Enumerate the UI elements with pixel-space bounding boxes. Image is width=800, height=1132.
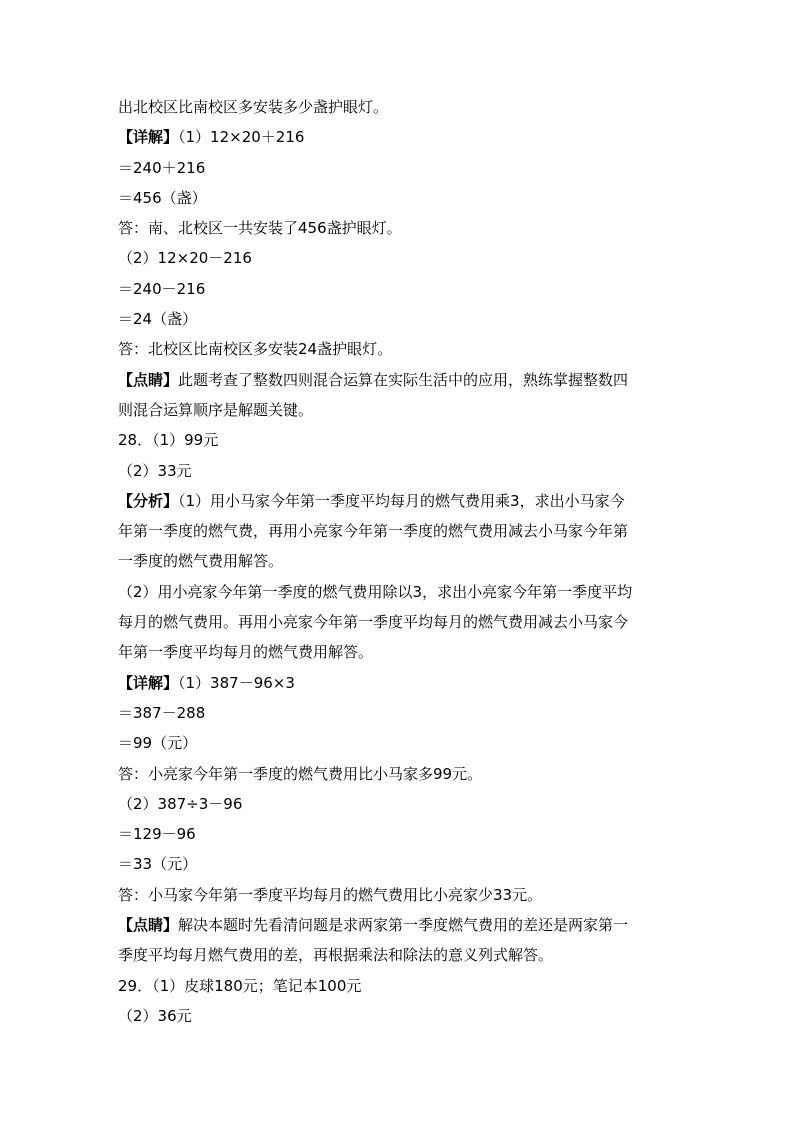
section-label: 【点睛】 bbox=[118, 916, 179, 935]
text-line bbox=[118, 819, 688, 849]
text-line bbox=[118, 334, 688, 364]
text-line bbox=[118, 516, 688, 546]
line-text: ＝456（盏） bbox=[118, 188, 207, 207]
text-line bbox=[118, 637, 688, 667]
line-text: （2）12×20－216 bbox=[118, 249, 252, 268]
line-text: ＝24（盏） bbox=[118, 310, 198, 329]
text-line bbox=[118, 849, 688, 879]
text-line bbox=[118, 456, 688, 486]
text-line bbox=[118, 698, 688, 728]
line-text: （1）387－96×3 bbox=[178, 673, 295, 692]
section-label: 【详解】 bbox=[118, 128, 179, 147]
line-text: ＝240＋216 bbox=[118, 158, 206, 177]
line-text: 年第一季度平均每月的燃气费用解答。 bbox=[118, 643, 374, 662]
line-text: 每月的燃气费用。再用小亮家今年第一季度平均每月的燃气费用减去小马家今 bbox=[118, 613, 629, 632]
line-text: ＝387－288 bbox=[118, 703, 206, 722]
line-text: 一季度的燃气费用解答。 bbox=[118, 552, 284, 571]
text-line bbox=[118, 486, 688, 516]
line-text: 29．（1）皮球180元；笔记本100元 bbox=[118, 976, 362, 995]
line-text: ＝240－216 bbox=[118, 279, 206, 298]
text-line bbox=[118, 910, 688, 940]
text-line bbox=[118, 425, 688, 455]
text-line bbox=[118, 153, 688, 183]
line-text: （2）36元 bbox=[118, 1006, 192, 1025]
line-text: 此题考查了整数四则混合运算在实际生活中的应用，熟练掌握整数四 bbox=[178, 370, 629, 389]
text-line bbox=[118, 971, 688, 1001]
text-line bbox=[118, 183, 688, 213]
line-text: 则混合运算顺序是解题关键。 bbox=[118, 400, 314, 419]
line-text: （1）用小马家今年第一季度平均每月的燃气费用乘3，求出小马家今 bbox=[178, 491, 625, 510]
line-text: （2）33元 bbox=[118, 461, 192, 480]
text-line bbox=[118, 577, 688, 607]
line-text: 解决本题时先看清问题是求两家第一季度燃气费用的差还是两家第一 bbox=[178, 916, 629, 935]
line-text: （1）12×20＋216 bbox=[178, 128, 305, 147]
text-line bbox=[118, 668, 688, 698]
text-line bbox=[118, 92, 688, 122]
line-text: 28．（1）99元 bbox=[118, 431, 219, 450]
line-text: ＝129－96 bbox=[118, 825, 196, 844]
text-line bbox=[118, 789, 688, 819]
line-text: 答：北校区比南校区多安装24盏护眼灯。 bbox=[118, 340, 393, 359]
line-text: 季度平均每月燃气费用的差，再根据乘法和除法的意义列式解答。 bbox=[118, 946, 554, 965]
text-line bbox=[118, 940, 688, 970]
line-text: 年第一季度的燃气费，再用小亮家今年第一季度的燃气费用减去小马家今年第 bbox=[118, 522, 629, 541]
text-line bbox=[118, 122, 688, 152]
text-line bbox=[118, 880, 688, 910]
text-line bbox=[118, 304, 688, 334]
text-line bbox=[118, 759, 688, 789]
line-text: ＝33（元） bbox=[118, 855, 198, 874]
section-label: 【分析】 bbox=[118, 491, 179, 510]
line-text: 答：小马家今年第一季度平均每月的燃气费用比小亮家少33元。 bbox=[118, 885, 543, 904]
text-line bbox=[118, 365, 688, 395]
text-line bbox=[118, 395, 688, 425]
text-line bbox=[118, 607, 688, 637]
text-line bbox=[118, 728, 688, 758]
text-line bbox=[118, 274, 688, 304]
line-text: 答：南、北校区一共安装了456盏护眼灯。 bbox=[118, 219, 402, 238]
section-label: 【详解】 bbox=[118, 673, 179, 692]
line-text: （2）387÷3－96 bbox=[118, 794, 243, 813]
line-text: 答：小亮家今年第一季度的燃气费用比小马家多99元。 bbox=[118, 764, 483, 783]
line-text: ＝99（元） bbox=[118, 734, 198, 753]
line-text: （2）用小亮家今年第一季度的燃气费用除以3，求出小亮家今年第一季度平均 bbox=[118, 582, 633, 601]
line-text: 出北校区比南校区多安装多少盏护眼灯。 bbox=[118, 98, 389, 116]
text-line bbox=[118, 546, 688, 576]
text-line bbox=[118, 1001, 688, 1031]
text-line bbox=[118, 243, 688, 273]
text-line bbox=[118, 213, 688, 243]
section-label: 【点睛】 bbox=[118, 370, 179, 389]
document-page bbox=[118, 92, 688, 1031]
